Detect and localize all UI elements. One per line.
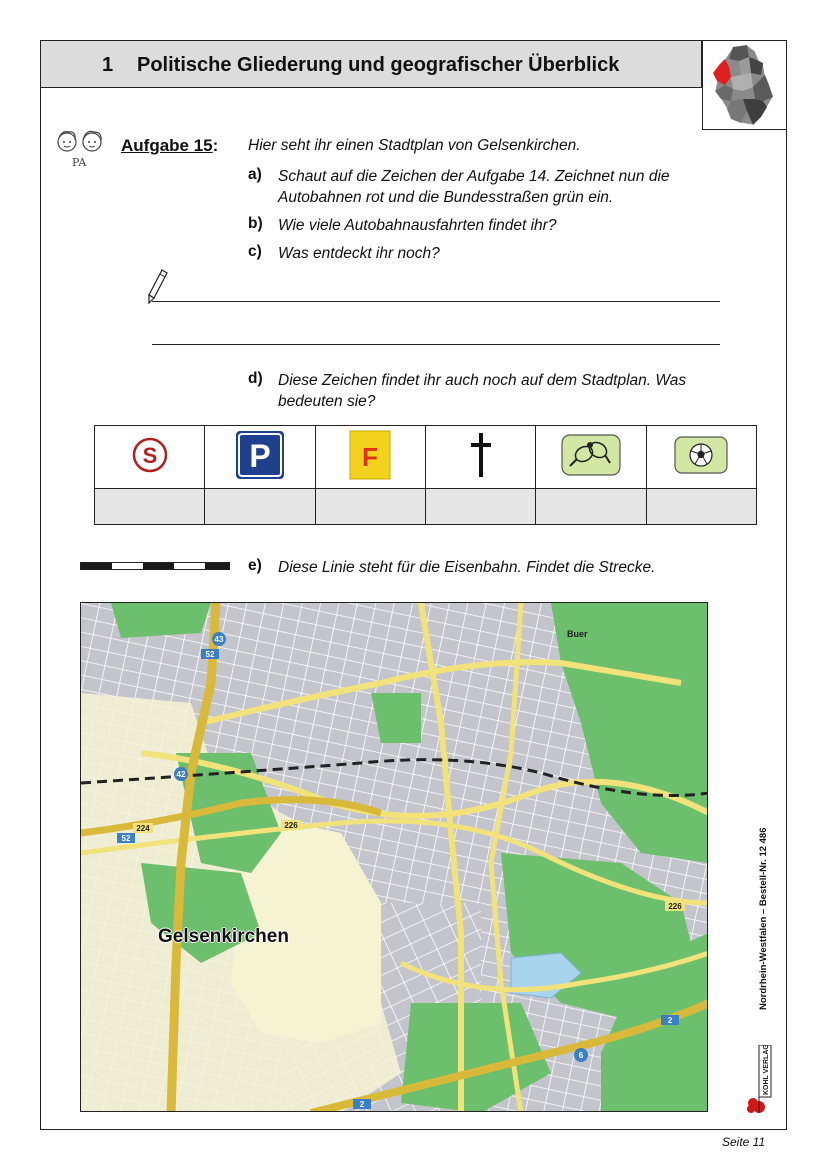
svg-text:52: 52 <box>205 650 215 659</box>
symbol-table <box>94 425 757 525</box>
svg-text:52: 52 <box>121 834 131 843</box>
task-intro: Hier seht ihr einen Stadtplan von Gelsenkirchen. <box>248 137 581 154</box>
publisher-logo <box>745 1045 775 1115</box>
svg-text:43: 43 <box>214 635 224 644</box>
task-label: Aufgabe 15: <box>121 136 219 155</box>
s-bahn-icon <box>130 435 170 475</box>
task-item-b: b) Wie viele Autobahnausfahrten findet ihr? <box>248 215 557 234</box>
answer-line[interactable] <box>152 344 720 345</box>
symbol-cell <box>315 426 425 489</box>
symbol-cell <box>646 426 756 489</box>
svg-text:KOHL VERLAG: KOHL VERLAG <box>763 1045 770 1095</box>
page-title: Politische Gliederung und geografischer Überblick <box>137 54 620 76</box>
task-item-d: d) Diese Zeichen findet ihr auch noch auf dem Stadtplan. Was bedeuten sie? <box>248 370 687 410</box>
cross-icon <box>466 429 496 481</box>
svg-text:S: S <box>142 442 157 468</box>
svg-text:2: 2 <box>667 1016 673 1025</box>
task-item-a: a) Schaut auf die Zeichen der Aufgabe 14. Zeichnet nun die Autobahnen rot und die Bundesstraßen grün ein. <box>248 166 670 206</box>
answer-cell[interactable] <box>205 489 315 525</box>
map-city-label: Gelsenkirchen <box>158 926 289 947</box>
pencil-icon <box>146 268 168 304</box>
answer-cell[interactable] <box>315 489 425 525</box>
city-map <box>80 602 708 1112</box>
parking-icon <box>234 429 286 481</box>
task-item-c: c) Was entdeckt ihr noch? <box>248 243 440 262</box>
svg-text:224: 224 <box>136 824 150 833</box>
svg-text:226: 226 <box>284 821 298 830</box>
svg-text:6: 6 <box>578 1051 584 1060</box>
partner-work-icon <box>52 128 108 172</box>
svg-text:2: 2 <box>359 1100 365 1109</box>
answer-cell[interactable] <box>536 489 646 525</box>
germany-map-thumbnail <box>702 40 787 130</box>
map-district-label: Buer <box>567 629 588 639</box>
tennis-icon <box>560 433 622 477</box>
answer-cell[interactable] <box>646 489 756 525</box>
fire-station-icon <box>348 429 392 481</box>
football-icon <box>673 435 729 475</box>
symbol-cell <box>425 426 535 489</box>
page-number: Seite 11 <box>722 1135 766 1149</box>
chapter-number: 1 <box>102 54 114 76</box>
partner-work-label: PA <box>72 156 87 169</box>
answer-line[interactable] <box>152 301 720 302</box>
svg-text:P: P <box>249 437 271 474</box>
railway-line-symbol <box>80 562 230 570</box>
answer-cell[interactable] <box>425 489 535 525</box>
symbol-cell <box>95 426 205 489</box>
svg-text:42: 42 <box>176 770 186 779</box>
answer-cell[interactable] <box>95 489 205 525</box>
svg-text:F: F <box>362 441 379 472</box>
task-item-e: e) Diese Linie steht für die Eisenbahn. Findet die Strecke. <box>248 557 656 576</box>
svg-text:226: 226 <box>668 902 682 911</box>
order-number-label: Nordrhein-Westfalen – Bestell-Nr. 12 486 <box>758 827 769 1010</box>
symbol-cell <box>536 426 646 489</box>
symbol-cell <box>205 426 315 489</box>
